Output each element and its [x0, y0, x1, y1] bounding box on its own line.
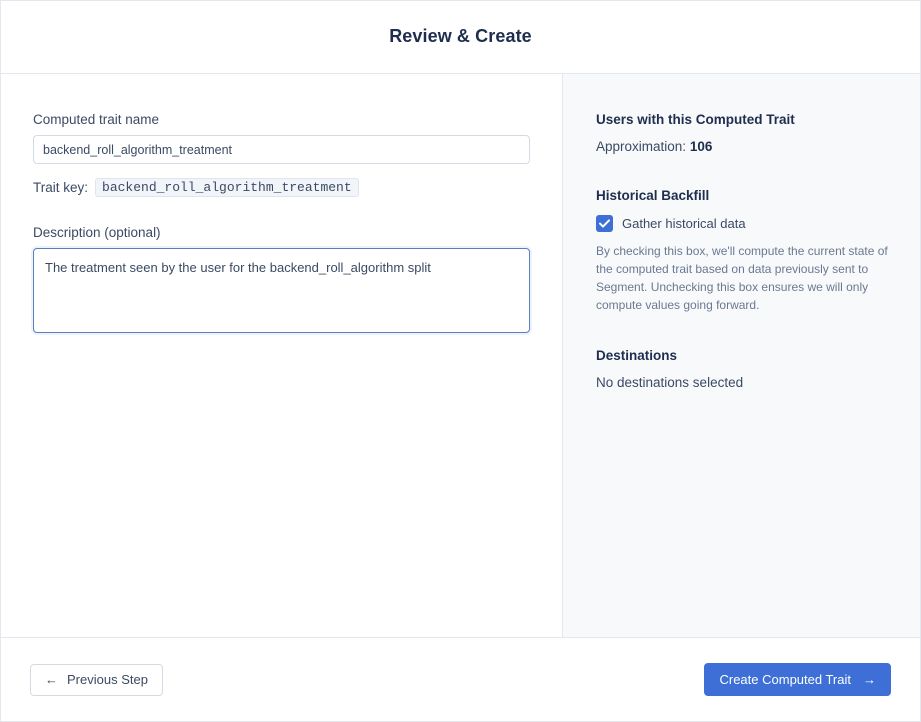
- trait-key-row: [33, 178, 529, 197]
- description-block: [33, 225, 529, 338]
- description-label: Description (optional): [33, 225, 161, 240]
- computed-trait-name-input[interactable]: [33, 135, 530, 164]
- dialog-body: [0, 74, 921, 637]
- arrow-left-icon: ←: [45, 672, 58, 687]
- approximation-label: Approximation:: [596, 139, 687, 154]
- create-computed-trait-label: Create Computed Trait: [719, 672, 851, 687]
- approximation-value: 106: [689, 139, 713, 154]
- previous-step-label: Previous Step: [67, 672, 148, 687]
- approximation-row: [596, 139, 891, 154]
- form-pane: [0, 74, 563, 637]
- historical-backfill-help-text: By checking this box, we'll compute the current state of the computed trait based on data previously sent to Segment. Unchecking this box ensures we will only compute values going forward.: [596, 244, 888, 312]
- gather-historical-data-row[interactable]: [596, 215, 891, 232]
- create-computed-trait-button[interactable]: [704, 663, 891, 696]
- destinations-section: [596, 348, 891, 390]
- arrow-right-icon: →: [863, 672, 876, 687]
- trait-key-label: Trait key:: [33, 180, 89, 195]
- users-heading: Users with this Computed Trait: [596, 112, 795, 127]
- computed-trait-name-label: Computed trait name: [33, 112, 160, 127]
- gather-historical-data-label: Gather historical data: [622, 216, 746, 231]
- previous-step-button[interactable]: [30, 664, 163, 696]
- dialog-header: [0, 0, 921, 74]
- trait-key-value: backend_roll_algorithm_treatment: [95, 178, 359, 197]
- description-textarea[interactable]: [33, 248, 530, 333]
- summary-pane: [563, 74, 921, 637]
- destinations-value: No destinations selected: [596, 375, 744, 390]
- page-title: Review & Create: [389, 26, 532, 46]
- checkbox-checked-icon[interactable]: [596, 215, 613, 232]
- historical-backfill-heading: Historical Backfill: [596, 188, 710, 203]
- destinations-heading: Destinations: [596, 348, 678, 363]
- historical-backfill-section: [596, 188, 891, 314]
- dialog-footer: [0, 637, 921, 721]
